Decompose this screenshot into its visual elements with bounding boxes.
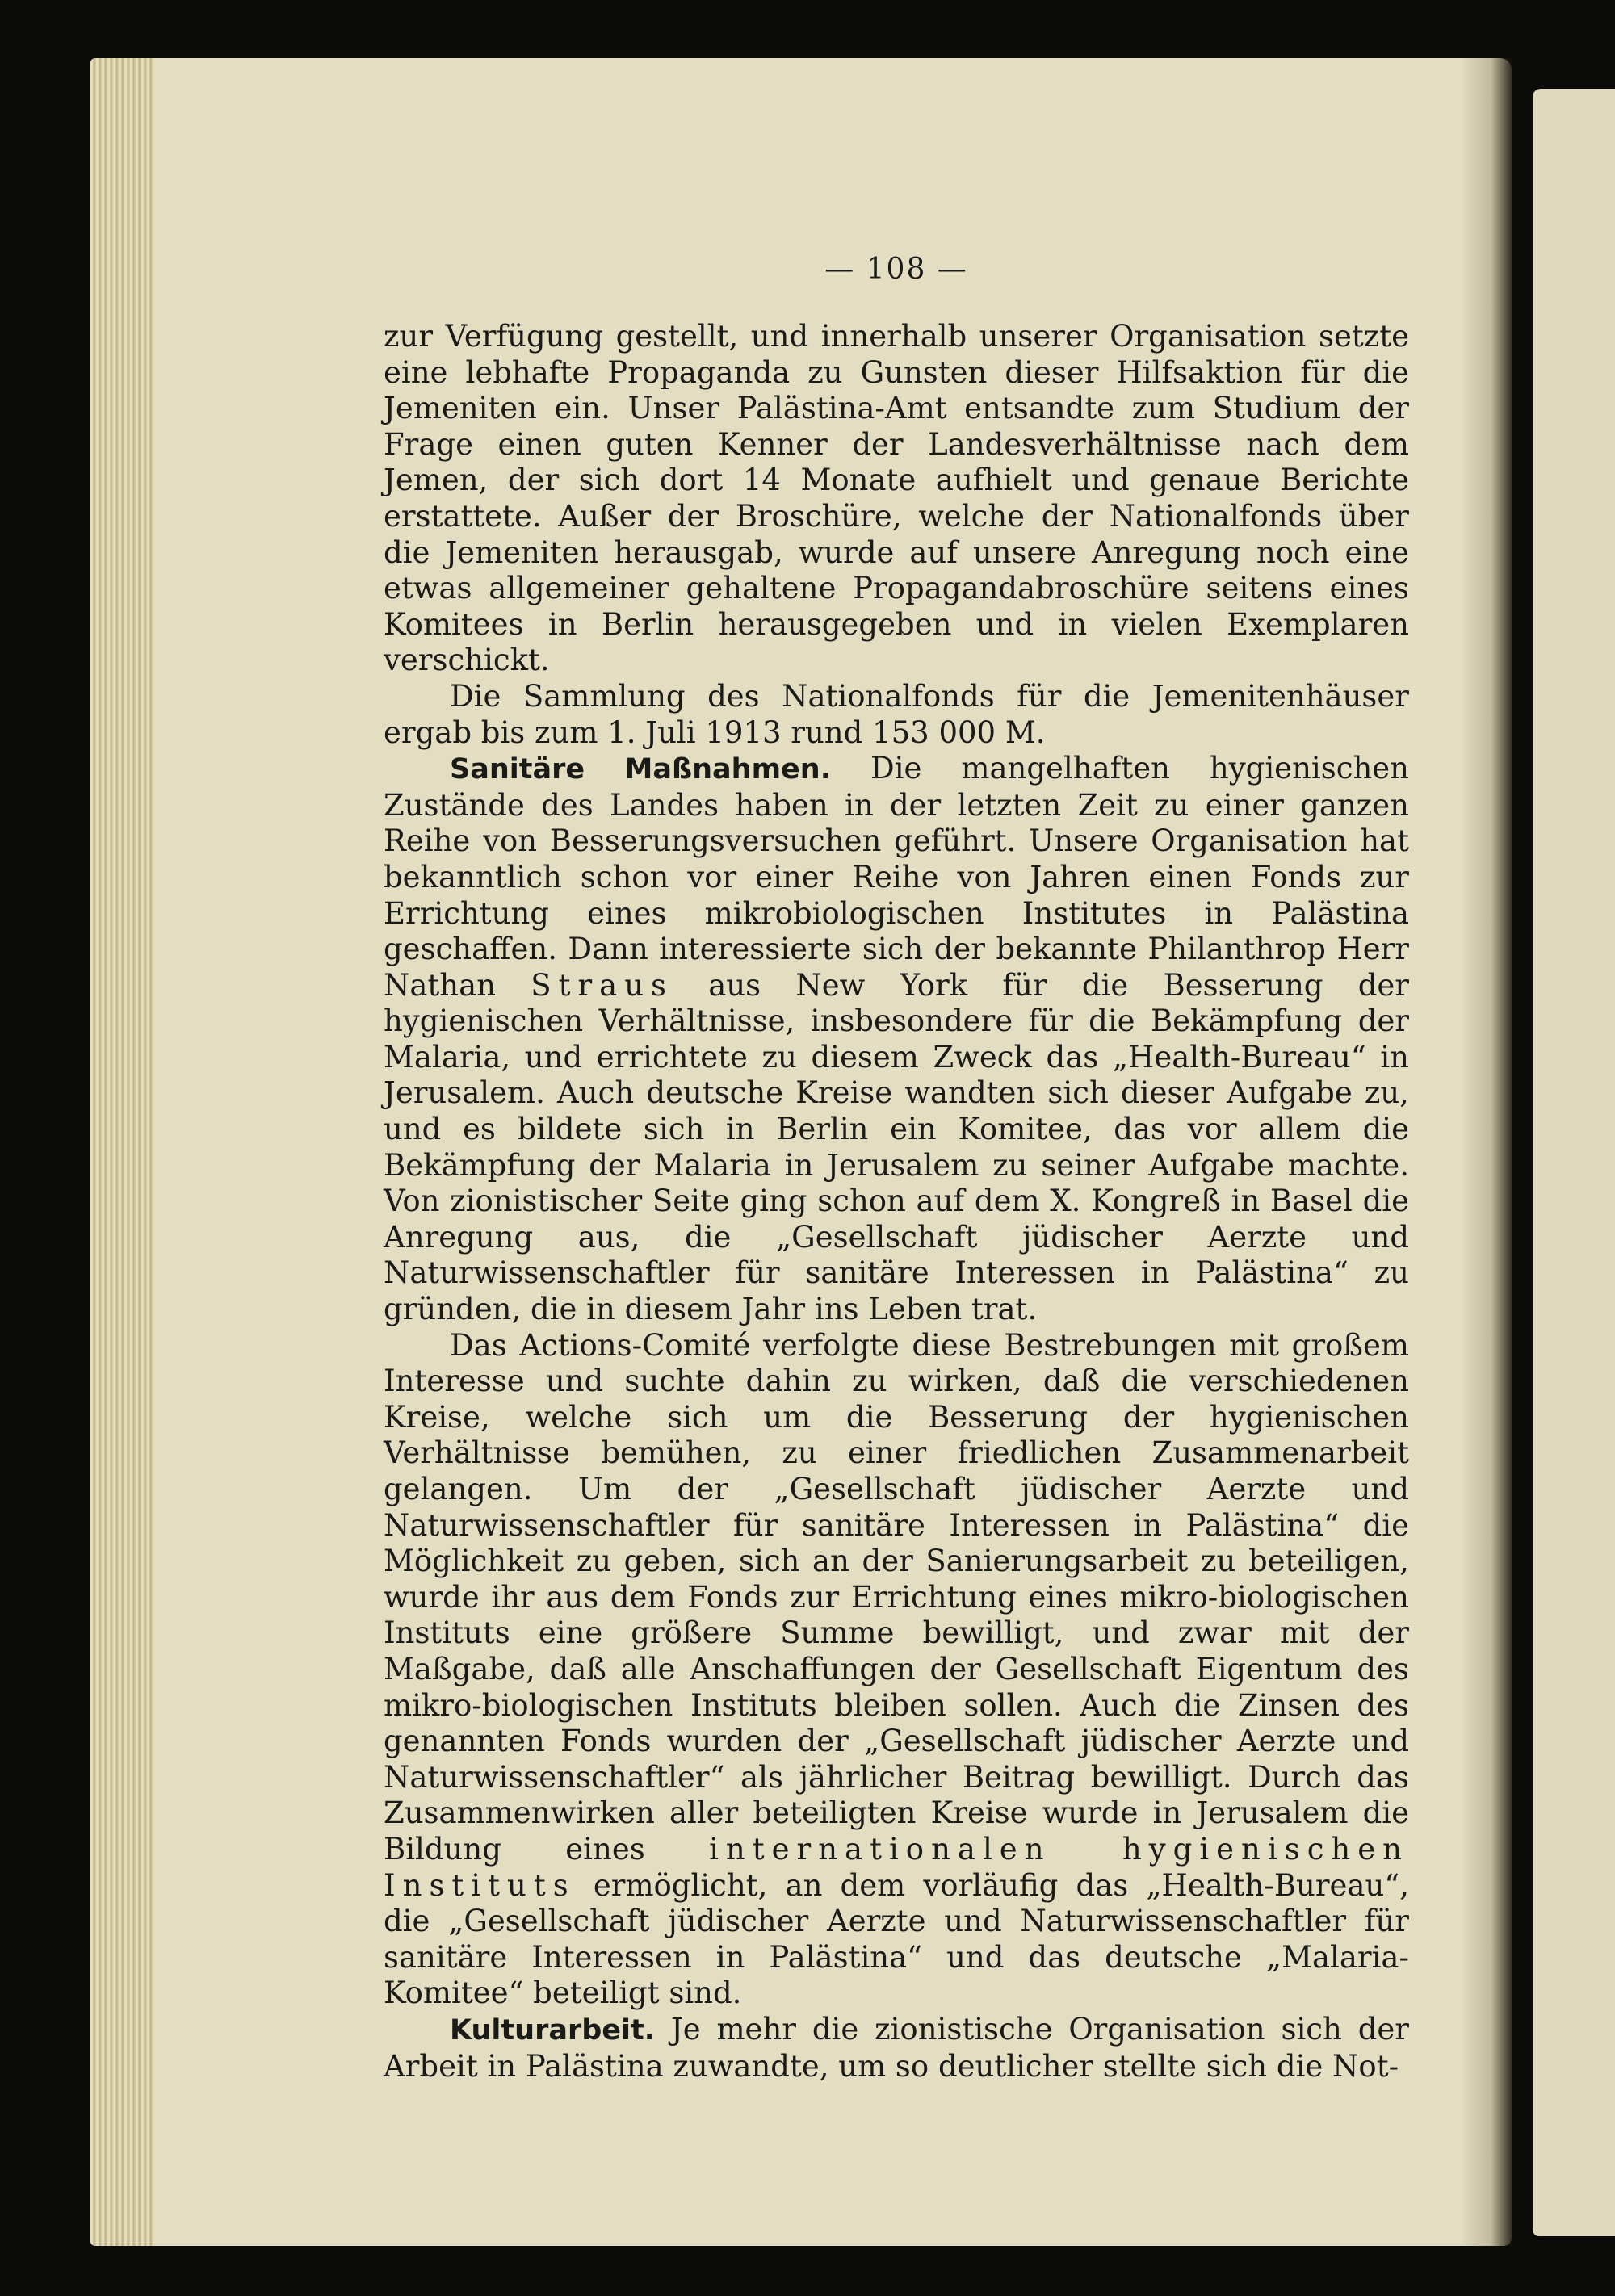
section-heading-kulturarbeit: Kulturarbeit.: [450, 2013, 656, 2047]
paragraph-text: Je mehr die zionistische Organisation sich der Arbeit in Palästina zuwandte, um so deutlicher stellte sich die Not-: [384, 2011, 1409, 2084]
paragraph-2: Die Sammlung des Nationalfonds für die Jemenitenhäuser ergab bis zum 1. Juli 1913 rund 153 000 M.: [384, 678, 1409, 750]
paragraph-sanitaere-massnahmen: [384, 751, 1409, 1328]
page-edges: [90, 58, 155, 2246]
paragraph-text: Das Actions-Comité verfolgte diese Bestrebungen mit großem Interesse und suchte dahin zu wirken, daß die verschiedenen Kreise, welche sich um die Besserung der hygienischen Verhältnisse bemühen, zu einer friedlichen Zusammenarbeit gelangen. Um der „Gesellschaft jüdischer Aerzte und Naturwissenschaftler für sanitäre Interessen in Palästina“ die Möglichkeit zu geben, sich an der Sanierungsarbeit zu beteiligen, wurde ihr aus dem Fonds zur Errichtung eines mikro-biologischen Instituts eine größere Summe bewilligt, und zwar mit der Maßgabe, daß alle Anschaffungen der Gesellschaft Eigentum des mikro-biologischen Instituts bleiben sollen. Auch die Zinsen des genannten Fonds wurden der „Gesellschaft jüdischer Aerzte und Naturwissenschaftler“ als jährlicher Beitrag bewilligt. Durch das Zusammenwirken aller beteiligten Kreise wurde in Jerusalem die Bildung eines: [384, 1327, 1409, 1867]
paragraph-text: Die mangelhaften hygienischen Zustände des Landes haben in der letzten Zeit zu einer ganzen Reihe von Besserungsversuchen geführt. Unsere Organisation hat bekanntlich schon vor einer Reihe von Jahren einen Fonds zur Errichtung eines mikrobiologischen Institutes in Palästina geschaffen. Dann interessierte sich der bekannte Philanthrop Herr Nathan: [384, 751, 1410, 1003]
page-number: — 108 —: [824, 253, 968, 286]
paragraph-1: zur Verfügung gestellt, und innerhalb unserer Organisation setzte eine lebhafte Propaganda zu Gunsten dieser Hilfsaktion für die Jemeniten ein. Unser Palästina-Amt entsandte zum Studium der Frage einen guten Kenner der Landesverhältnisse nach dem Jemen, der sich dort 14 Monate aufhielt und genaue Berichte erstattete. Außer der Broschüre, welche der Nationalfonds über die Jemeniten herausgab, wurde auf unsere Anregung noch eine etwas allgemeiner gehaltene Propagandabroschüre seitens eines Komitees in Berlin herausgegeben und in vielen Exemplaren verschickt.: [384, 319, 1409, 678]
paragraph-actions-comite: [384, 1328, 1409, 2012]
book-gutter: [1460, 58, 1512, 2246]
paragraph-kulturarbeit: [384, 2012, 1409, 2084]
spaced-term-institut: internationalen hygienischen Instituts: [384, 1831, 1409, 1903]
spaced-name-straus: Straus: [531, 967, 674, 1003]
section-heading-sanitaere-massnahmen: Sanitäre Maßnahmen.: [450, 753, 831, 786]
text-body: [384, 253, 1410, 2127]
facing-page-edge: [1533, 89, 1615, 2236]
paragraph-text: ermöglicht, an dem vorläufig das „Health-Bureau“, die „Gesellschaft jüdischer Aerzte und Naturwissenschaftler für sanitäre Interessen in Palästina“ und das deutsche „Malaria-Komitee“ beteiligt sind.: [384, 1867, 1409, 2011]
paragraph-text: aus New York für die Besserung der hygienischen Verhältnisse, insbesondere für die Bekämpfung der Malaria, und errichtete zu diesem Zweck das „Health-Bureau“ in Jerusalem. Auch deutsche Kreise wandten sich dieser Aufgabe zu, und es bildete sich in Berlin ein Komitee, das vor allem die Bekämpfung der Malaria in Jerusalem zu seiner Aufgabe machte. Von zionistischer Seite ging schon auf dem X. Kongreß in Basel die Anregung aus, die „Gesellschaft jüdischer Aerzte und Naturwissenschaftler für sanitäre Interessen in Palästina“ zu gründen, die in diesem Jahr ins Leben trat.: [384, 967, 1409, 1327]
